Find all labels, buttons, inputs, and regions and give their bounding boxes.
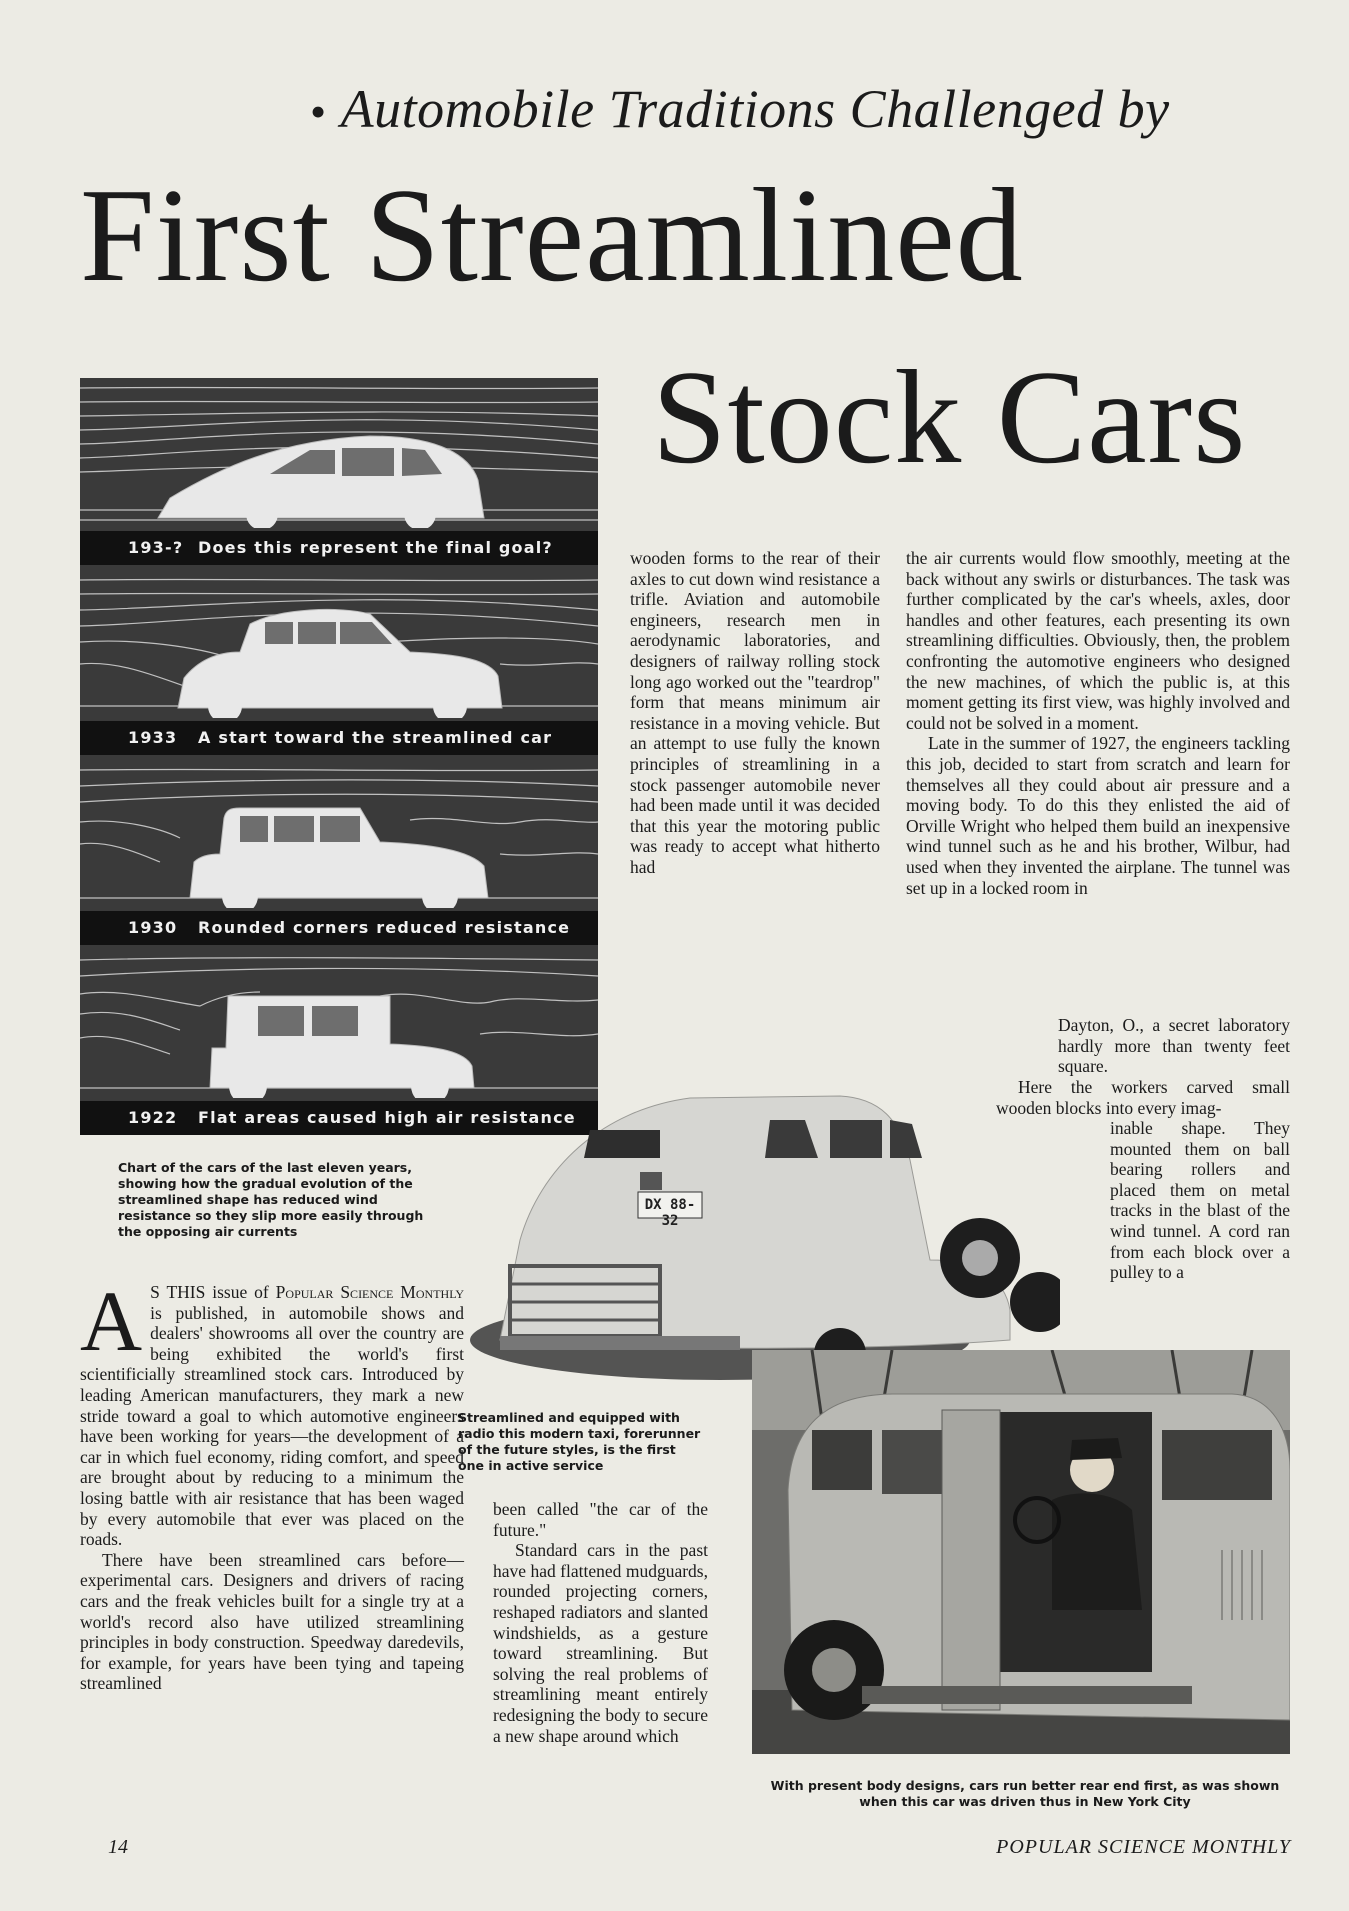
panel-caption: Rounded corners reduced resistance — [198, 918, 571, 937]
rear-car-photo — [752, 1350, 1290, 1754]
taxi-caption: Streamlined and equipped with radio this modern taxi, forerunner of the future styles, is the first one in active service — [458, 1410, 701, 1473]
panel-label-bar — [80, 531, 598, 565]
airflow-chart — [80, 378, 598, 1130]
panel-year: 1933 — [128, 728, 178, 747]
page-number: 14 — [108, 1836, 128, 1858]
kicker-text: Automobile Traditions Challenged by — [340, 79, 1170, 139]
panel-year: 1930 — [128, 918, 178, 937]
kicker-headline — [310, 78, 1170, 140]
article-column-3-wrap-b: Here the workers carved small wooden blocks into every imag- — [996, 1077, 1290, 1118]
article-column-1 — [80, 1273, 464, 1694]
teardrop-car-illustration — [80, 378, 598, 528]
lead-paragraph — [80, 1273, 464, 1550]
panel-caption: Does this represent the final goal? — [198, 538, 553, 557]
car-1933-illustration — [80, 568, 598, 718]
magazine-name: Popular Science Monthly — [275, 1282, 464, 1302]
panel-year: 1922 — [128, 1108, 178, 1127]
magazine-footer: POPULAR SCIENCE MONTHLY — [996, 1836, 1291, 1858]
taxi-photo — [460, 1040, 1060, 1380]
kicker-bullet: • — [310, 86, 327, 137]
article-column-3-wrap-c: inable shape. They mounted them on ball bearing rollers and placed them on metal tracks in the blast of the wind tunnel. A cord ran from each block over a pulley to a — [1110, 1118, 1290, 1283]
drop-cap: A — [80, 1273, 143, 1369]
title-line-1: First Streamlined — [80, 161, 1024, 309]
chart-panel-2 — [80, 568, 598, 758]
car-1930-illustration — [80, 758, 598, 908]
rear-car-caption: With present body designs, cars run better rear end first, as was shown when this car was driven thus in New York City — [770, 1778, 1280, 1809]
rear-car-illustration — [752, 1350, 1290, 1754]
col3-paragraph-2: Late in the summer of 1927, the engineers tackling this job, decided to start from scratch and learn for themselves all they could about air pressure and a moving body. To do this they enlisted the aid of Orville Wright who helped them build an inexpensive wind tunnel such as he and his brother, Wilbur, had used when they invented the airplane. The tunnel was set up in a locked room in — [906, 733, 1290, 898]
col3-paragraph-1: the air currents would flow smoothly, meeting at the back without any swirls or disturbances. The task was further complicated by the car's wheels, axles, door handles and other features, each presenting its own streamlining difficulties. Obviously, then, the problem confronting the automotive engineers who designed the new machines, of which the public is, at this moment getting its first view, was highly involved and could not be solved in a moment. — [906, 548, 1290, 733]
taxi-illustration — [460, 1040, 1060, 1380]
panel-year: 193-? — [128, 538, 184, 557]
license-plate: DX 88-32 — [644, 1197, 696, 1229]
lead-text-rest: is published, in automobile shows and dealers' showrooms all over the country are being exhibited the world's first scientificially streamlined stock cars. Introduced by leading American manufacturers, they mark a new stride toward a goal to which automotive engineers have been working for years—the development of a car in which fuel economy, riding comfort, and speed are brought about by reducing to a minimum the losing battle with air resistance that has been waged by every automobile that ever was placed on the roads. — [80, 1302, 464, 1550]
article-column-2-top: wooden forms to the rear of their axles to cut down wind resistance a trifle. Aviation and automobile engineers, research men in aerodynamic laboratories, and designers of railway rolling stock long ago worked out the "teardrop" form that means minimum air resistance in a moving vehicle. But an attempt to use fully the known principles of streamlining in a stock passenger automobile never had been made until it was decided that this year the motoring public was ready to accept what hitherto had — [630, 548, 880, 877]
chart-caption: Chart of the cars of the last eleven years, showing how the gradual evolution of the streamlined shape has reduced wind resistance so they slip more easily through the opposing air currents — [118, 1160, 424, 1239]
article-column-3-wrap-a: Dayton, O., a secret laboratory hardly more than twenty feet square. — [1058, 1015, 1290, 1077]
article-column-2-bottom — [493, 1499, 708, 1746]
col2-paragraph-2: Standard cars in the past have had flattened mudguards, rounded projecting corners, reshaped radiators and slanted windshields, as a gesture toward streamlining. But solving the real problems of streamlining meant entirely redesigning the body to secure a new shape around which — [493, 1540, 708, 1746]
panel-caption: Flat areas caused high air resistance — [198, 1108, 576, 1127]
chart-panel-1 — [80, 378, 598, 568]
chart-panel-3 — [80, 758, 598, 948]
col2-paragraph-1: been called "the car of the future." — [493, 1499, 708, 1540]
panel-label-bar — [80, 721, 598, 755]
article-column-3 — [906, 548, 1290, 898]
paragraph-2: There have been streamlined cars before—experimental cars. Designers and drivers of racing cars and the freak vehicles built for a single try at a world's record also have utilized streamlining principles in body construction. Speedway daredevils, for example, for years have been tying and tapeing streamlined — [80, 1549, 464, 1694]
title-line-2: Stock Cars — [652, 343, 1247, 491]
lead-text-start: S THIS issue of — [150, 1282, 276, 1302]
panel-label-bar — [80, 911, 598, 945]
panel-caption: A start toward the streamlined car — [198, 728, 553, 747]
